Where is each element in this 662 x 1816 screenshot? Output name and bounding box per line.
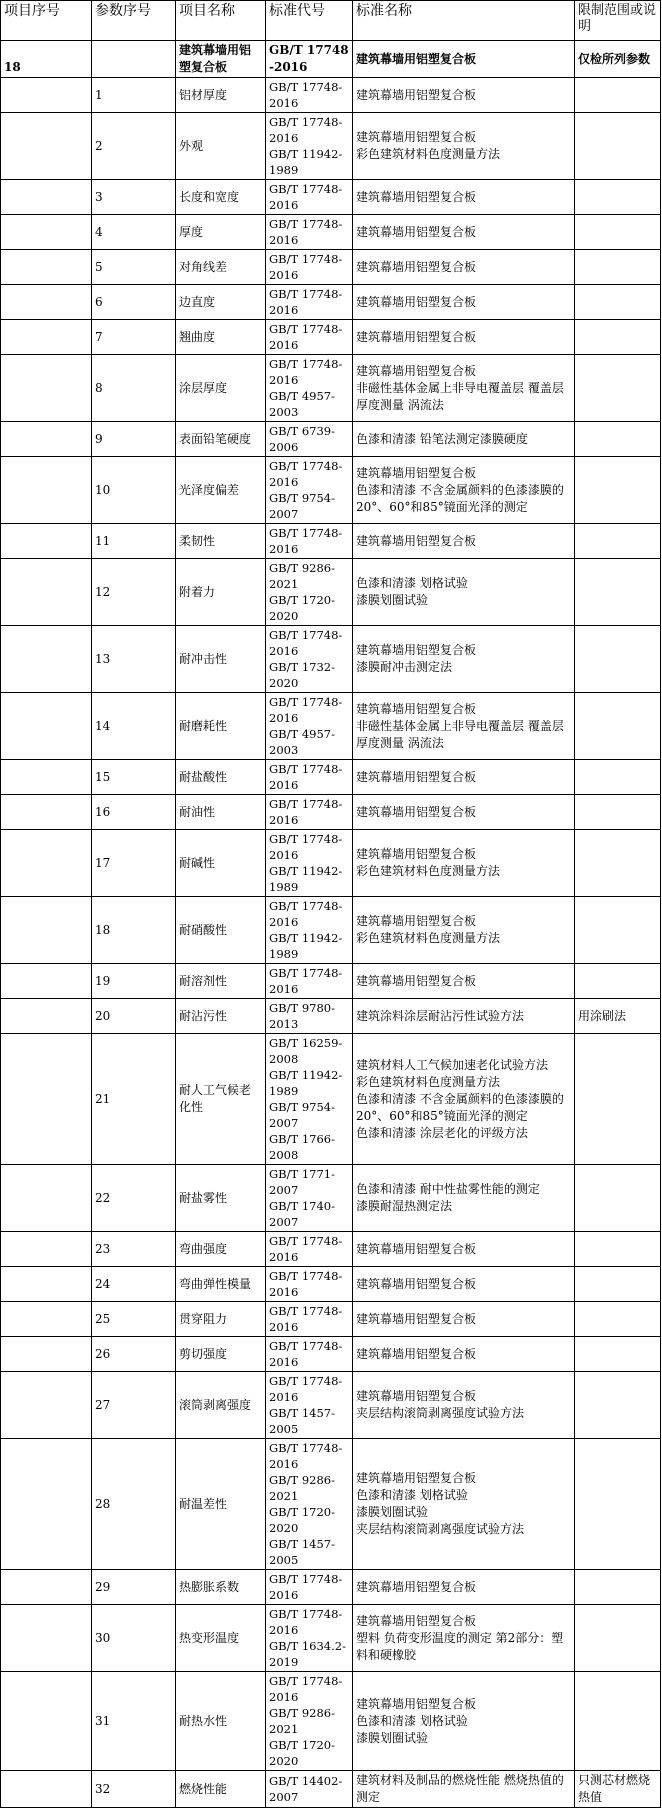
- cell-param-no: 4: [92, 215, 176, 250]
- table-header-row: [1, 1, 661, 41]
- cell-limit: [575, 760, 661, 795]
- cell-project-no: [1, 795, 92, 830]
- cell-limit: [575, 964, 661, 999]
- cell-param-no: 19: [92, 964, 176, 999]
- cell-item-name: 翘曲度: [176, 320, 266, 355]
- cell-item-name: 耐溶剂性: [176, 964, 266, 999]
- cell-project-no: [1, 422, 92, 457]
- cell-limit: [575, 113, 661, 180]
- cell-param-no: 9: [92, 422, 176, 457]
- cell-std-code: GB/T 14402- 2007: [266, 1771, 353, 1808]
- cell-limit: [575, 215, 661, 250]
- cell-std-name: 建筑幕墙用铝塑复合板 色漆和清漆 划格试验 漆膜划圈试验 夹层结构滚筒剥离强度试验方法: [353, 1439, 575, 1570]
- cell-param-no: 1: [92, 78, 176, 113]
- cell-limit: [575, 897, 661, 964]
- cell-std-code: GB/T 17748- 2016: [266, 78, 353, 113]
- cell-item-name: 热膨胀系数: [176, 1570, 266, 1605]
- cell-std-code: GB/T 17748- 2016: [266, 964, 353, 999]
- cell-std-code: GB/T 17748- 2016 GB/T 11942- 1989: [266, 897, 353, 964]
- cell-item-name: 光泽度偏差: [176, 457, 266, 524]
- cell-limit: [575, 285, 661, 320]
- cell-limit: [575, 1372, 661, 1439]
- cell-std-code: GB/T 17748- 2016: [266, 1302, 353, 1337]
- cell-std-name: 色漆和清漆 铅笔法测定漆膜硬度: [353, 422, 575, 457]
- cell-item-name: 柔韧性: [176, 524, 266, 559]
- table-row: [1, 113, 661, 180]
- table-row: [1, 897, 661, 964]
- cell-param-no: 28: [92, 1439, 176, 1570]
- table-row: [1, 320, 661, 355]
- cell-std-name: 色漆和清漆 耐中性盐雾性能的测定 漆膜耐湿热测定法: [353, 1165, 575, 1232]
- cell-std-code: GB/T 17748- 2016 GB/T 1732- 2020: [266, 626, 353, 693]
- cell-param-no: 30: [92, 1605, 176, 1672]
- table-row: [1, 250, 661, 285]
- cell-limit: [575, 422, 661, 457]
- cell-std-code: GB/T 17748- 2016 GB/T 4957- 2003: [266, 355, 353, 422]
- table-row: [1, 285, 661, 320]
- cell-param-no: 11: [92, 524, 176, 559]
- header-std-code: 标准代号: [266, 1, 353, 41]
- cell-std-code: GB/T 17748- 2016: [266, 215, 353, 250]
- cell-project-no: [1, 693, 92, 760]
- cell-limit: [575, 1302, 661, 1337]
- cell-item-name: 贯穿阻力: [176, 1302, 266, 1337]
- cell-project-no: [1, 559, 92, 626]
- cell-limit: [575, 1267, 661, 1302]
- cell-item-name: 热变形温度: [176, 1605, 266, 1672]
- cell-std-code: GB/T 17748- 2016 GB/T 1634.2- 2019: [266, 1605, 353, 1672]
- cell-std-name: 建筑涂料涂层耐沾污性试验方法: [353, 999, 575, 1034]
- table-row: [1, 1302, 661, 1337]
- group-row: [1, 41, 661, 78]
- cell-std-code: GB/T 9286- 2021 GB/T 1720- 2020: [266, 559, 353, 626]
- cell-std-name: 建筑幕墙用铝塑复合板: [353, 180, 575, 215]
- header-project-no: 项目序号: [1, 1, 92, 41]
- cell-item-name: 剪切强度: [176, 1337, 266, 1372]
- header-limit: 限制范围或说明: [575, 1, 661, 41]
- cell-param-no: 14: [92, 693, 176, 760]
- cell-item-name: 耐温差性: [176, 1439, 266, 1570]
- cell-limit: [575, 1034, 661, 1165]
- cell-param-no: 26: [92, 1337, 176, 1372]
- cell-std-name: 建筑幕墙用铝塑复合板: [353, 250, 575, 285]
- table-row: [1, 1605, 661, 1672]
- cell-limit: 用涂刷法: [575, 999, 661, 1034]
- cell-std-code: GB/T 16259- 2008 GB/T 11942- 1989 GB/T 9754- 2007 GB/T 1766- 2008: [266, 1034, 353, 1165]
- cell-std-name: 建筑幕墙用铝塑复合板 色漆和清漆 不含金属颜料的色漆漆膜的20°、60°和85°镜面光泽的测定: [353, 457, 575, 524]
- cell-param-no: 12: [92, 559, 176, 626]
- cell-item-name: 耐盐酸性: [176, 760, 266, 795]
- cell-param-no: 24: [92, 1267, 176, 1302]
- table-row: [1, 1232, 661, 1267]
- table-row: [1, 795, 661, 830]
- table-row: [1, 559, 661, 626]
- cell-item-name: 燃烧性能: [176, 1771, 266, 1808]
- cell-std-code: GB/T 17748- 2016 GB/T 9754- 2007: [266, 457, 353, 524]
- cell-std-name: 建筑幕墙用铝塑复合板 夹层结构滚筒剥离强度试验方法: [353, 1372, 575, 1439]
- cell-std-code: GB/T 9780- 2013: [266, 999, 353, 1034]
- cell-std-name: 建筑幕墙用铝塑复合板 彩色建筑材料色度测量方法: [353, 830, 575, 897]
- cell-std-name: 建筑幕墙用铝塑复合板 色漆和清漆 划格试验 漆膜划圈试验: [353, 1672, 575, 1771]
- cell-limit: [575, 830, 661, 897]
- cell-project-no: [1, 1570, 92, 1605]
- cell-item-name: 耐人工气候老化性: [176, 1034, 266, 1165]
- cell-project-no: [1, 250, 92, 285]
- cell-item-name: 耐沾污性: [176, 999, 266, 1034]
- header-item-name: 项目名称: [176, 1, 266, 41]
- table-row: [1, 1034, 661, 1165]
- table-row: [1, 830, 661, 897]
- cell-item-name: 对角线差: [176, 250, 266, 285]
- table-row: [1, 1372, 661, 1439]
- cell-std-name: 建筑幕墙用铝塑复合板: [353, 1337, 575, 1372]
- cell-std-code: GB/T 17748- 2016: [266, 1232, 353, 1267]
- cell-limit: [575, 626, 661, 693]
- cell-std-name: 建筑材料及制品的燃烧性能 燃烧热值的测定: [353, 1771, 575, 1808]
- cell-project-no: [1, 1232, 92, 1267]
- cell-std-code: GB/T 6739- 2006: [266, 422, 353, 457]
- table-row: [1, 355, 661, 422]
- cell-std-name: 建筑幕墙用铝塑复合板: [353, 524, 575, 559]
- cell-project-no: [1, 320, 92, 355]
- table-row: [1, 760, 661, 795]
- table-row: [1, 1771, 661, 1808]
- cell-std-code: GB/T 17748- 2016: [266, 1267, 353, 1302]
- table-row: [1, 999, 661, 1034]
- cell-project-no: [1, 1034, 92, 1165]
- table-row: [1, 180, 661, 215]
- cell-project-no: [1, 1672, 92, 1771]
- table-row: [1, 457, 661, 524]
- cell-item-name: 耐油性: [176, 795, 266, 830]
- cell-param-no: 3: [92, 180, 176, 215]
- cell-item-name: 边直度: [176, 285, 266, 320]
- cell-std-code: GB/T 17748- 2016 GB/T 11942- 1989: [266, 830, 353, 897]
- cell-limit: [575, 693, 661, 760]
- cell-limit: [575, 1570, 661, 1605]
- cell-param-no: 32: [92, 1771, 176, 1808]
- cell-item-name: 弯曲强度: [176, 1232, 266, 1267]
- cell-param-no: 25: [92, 1302, 176, 1337]
- cell-std-name: 建筑幕墙用铝塑复合板 非磁性基体金属上非导电覆盖层 覆盖层厚度测量 涡流法: [353, 355, 575, 422]
- table-row: [1, 1439, 661, 1570]
- cell-item-name: 耐热水性: [176, 1672, 266, 1771]
- header-std-name: 标准名称: [353, 1, 575, 41]
- cell-std-name: 建筑幕墙用铝塑复合板: [353, 1302, 575, 1337]
- cell-project-no: [1, 1439, 92, 1570]
- cell-limit: [575, 457, 661, 524]
- cell-limit: [575, 559, 661, 626]
- cell-project-no: [1, 1605, 92, 1672]
- cell-item-name: 耐盐雾性: [176, 1165, 266, 1232]
- cell-item-name: 弯曲弹性模量: [176, 1267, 266, 1302]
- cell-item-name: 耐磨耗性: [176, 693, 266, 760]
- cell-param-no: 8: [92, 355, 176, 422]
- cell-param-no: 7: [92, 320, 176, 355]
- group-project-no: 18: [1, 41, 92, 78]
- cell-project-no: [1, 999, 92, 1034]
- group-std-name: 建筑幕墙用铝塑复合板: [353, 41, 575, 78]
- cell-project-no: [1, 215, 92, 250]
- table-row: [1, 1165, 661, 1232]
- cell-param-no: 10: [92, 457, 176, 524]
- cell-limit: [575, 1232, 661, 1267]
- cell-limit: [575, 1165, 661, 1232]
- cell-limit: [575, 795, 661, 830]
- cell-param-no: 21: [92, 1034, 176, 1165]
- cell-limit: [575, 78, 661, 113]
- cell-limit: 只测芯材燃烧热值: [575, 1771, 661, 1808]
- cell-project-no: [1, 897, 92, 964]
- cell-std-name: 建筑幕墙用铝塑复合板 非磁性基体金属上非导电覆盖层 覆盖层厚度测量 涡流法: [353, 693, 575, 760]
- cell-project-no: [1, 1267, 92, 1302]
- cell-param-no: 17: [92, 830, 176, 897]
- cell-limit: [575, 1337, 661, 1372]
- cell-item-name: 表面铅笔硬度: [176, 422, 266, 457]
- cell-param-no: 15: [92, 760, 176, 795]
- cell-std-code: GB/T 17748- 2016 GB/T 4957- 2003: [266, 693, 353, 760]
- cell-project-no: [1, 760, 92, 795]
- cell-project-no: [1, 626, 92, 693]
- cell-item-name: 外观: [176, 113, 266, 180]
- cell-std-name: 色漆和清漆 划格试验 漆膜划圈试验: [353, 559, 575, 626]
- cell-std-code: GB/T 17748- 2016 GB/T 11942- 1989: [266, 113, 353, 180]
- cell-std-code: GB/T 17748- 2016 GB/T 1457- 2005: [266, 1372, 353, 1439]
- group-limit: 仅检所列参数: [575, 41, 661, 78]
- cell-limit: [575, 1605, 661, 1672]
- cell-project-no: [1, 180, 92, 215]
- cell-std-name: 建筑幕墙用铝塑复合板: [353, 964, 575, 999]
- cell-project-no: [1, 1165, 92, 1232]
- cell-std-name: 建筑幕墙用铝塑复合板: [353, 215, 575, 250]
- cell-item-name: 耐冲击性: [176, 626, 266, 693]
- cell-std-code: GB/T 17748- 2016: [266, 285, 353, 320]
- cell-param-no: 18: [92, 897, 176, 964]
- cell-project-no: [1, 285, 92, 320]
- cell-param-no: 23: [92, 1232, 176, 1267]
- cell-std-code: GB/T 17748- 2016: [266, 320, 353, 355]
- table-row: [1, 524, 661, 559]
- cell-project-no: [1, 524, 92, 559]
- cell-item-name: 耐碱性: [176, 830, 266, 897]
- cell-item-name: 厚度: [176, 215, 266, 250]
- cell-std-name: 建筑幕墙用铝塑复合板 彩色建筑材料色度测量方法: [353, 897, 575, 964]
- cell-std-code: GB/T 17748- 2016: [266, 1337, 353, 1372]
- table-row: [1, 1337, 661, 1372]
- cell-limit: [575, 250, 661, 285]
- cell-std-code: GB/T 17748- 2016: [266, 524, 353, 559]
- table-row: [1, 1267, 661, 1302]
- cell-project-no: [1, 1771, 92, 1808]
- table-row: [1, 693, 661, 760]
- cell-project-no: [1, 78, 92, 113]
- cell-std-code: GB/T 17748- 2016: [266, 1570, 353, 1605]
- cell-item-name: 滚筒剥离强度: [176, 1372, 266, 1439]
- table-row: [1, 78, 661, 113]
- table-row: [1, 1672, 661, 1771]
- group-item-name: 建筑幕墙用铝塑复合板: [176, 41, 266, 78]
- cell-std-code: GB/T 17748- 2016: [266, 795, 353, 830]
- cell-std-code: GB/T 17748- 2016 GB/T 9286- 2021 GB/T 1720- 2020: [266, 1672, 353, 1771]
- cell-param-no: 5: [92, 250, 176, 285]
- cell-std-name: 建筑幕墙用铝塑复合板: [353, 1232, 575, 1267]
- cell-std-name: 建筑幕墙用铝塑复合板: [353, 795, 575, 830]
- cell-std-name: 建筑幕墙用铝塑复合板 漆膜耐冲击测定法: [353, 626, 575, 693]
- cell-param-no: 31: [92, 1672, 176, 1771]
- cell-project-no: [1, 113, 92, 180]
- group-std-code: GB/T 17748-2016: [266, 41, 353, 78]
- cell-param-no: 6: [92, 285, 176, 320]
- cell-item-name: 长度和宽度: [176, 180, 266, 215]
- cell-std-name: 建筑幕墙用铝塑复合板 彩色建筑材料色度测量方法: [353, 113, 575, 180]
- cell-std-name: 建筑幕墙用铝塑复合板: [353, 760, 575, 795]
- cell-std-name: 建筑幕墙用铝塑复合板: [353, 285, 575, 320]
- cell-param-no: 22: [92, 1165, 176, 1232]
- cell-std-name: 建筑幕墙用铝塑复合板 塑料 负荷变形温度的测定 第2部分：塑料和硬橡胶: [353, 1605, 575, 1672]
- cell-limit: [575, 1439, 661, 1570]
- cell-param-no: 27: [92, 1372, 176, 1439]
- cell-limit: [575, 1672, 661, 1771]
- cell-project-no: [1, 1337, 92, 1372]
- cell-param-no: 13: [92, 626, 176, 693]
- cell-project-no: [1, 457, 92, 524]
- cell-param-no: 2: [92, 113, 176, 180]
- cell-std-name: 建筑幕墙用铝塑复合板: [353, 320, 575, 355]
- cell-std-name: 建筑幕墙用铝塑复合板: [353, 78, 575, 113]
- header-param-no: 参数序号: [92, 1, 176, 41]
- cell-std-code: GB/T 17748- 2016: [266, 760, 353, 795]
- cell-limit: [575, 524, 661, 559]
- table-row: [1, 215, 661, 250]
- cell-std-code: GB/T 1771- 2007 GB/T 1740- 2007: [266, 1165, 353, 1232]
- cell-project-no: [1, 1372, 92, 1439]
- cell-item-name: 涂层厚度: [176, 355, 266, 422]
- cell-std-code: GB/T 17748- 2016: [266, 180, 353, 215]
- cell-std-code: GB/T 17748- 2016: [266, 250, 353, 285]
- cell-limit: [575, 355, 661, 422]
- table-row: [1, 422, 661, 457]
- cell-project-no: [1, 355, 92, 422]
- group-param-no: [92, 41, 176, 78]
- cell-project-no: [1, 830, 92, 897]
- cell-limit: [575, 320, 661, 355]
- cell-param-no: 16: [92, 795, 176, 830]
- cell-param-no: 20: [92, 999, 176, 1034]
- cell-item-name: 铝材厚度: [176, 78, 266, 113]
- table-row: [1, 964, 661, 999]
- cell-project-no: [1, 1302, 92, 1337]
- cell-item-name: 附着力: [176, 559, 266, 626]
- cell-std-code: GB/T 17748- 2016 GB/T 9286- 2021 GB/T 1720- 2020 GB/T 1457- 2005: [266, 1439, 353, 1570]
- table-row: [1, 1570, 661, 1605]
- cell-std-name: 建筑幕墙用铝塑复合板: [353, 1570, 575, 1605]
- cell-project-no: [1, 964, 92, 999]
- cell-item-name: 耐硝酸性: [176, 897, 266, 964]
- table-row: [1, 626, 661, 693]
- cell-std-name: 建筑幕墙用铝塑复合板: [353, 1267, 575, 1302]
- cell-std-name: 建筑材料人工气候加速老化试验方法 彩色建筑材料色度测量方法 色漆和清漆 不含金属颜料的色漆漆膜的20°、60°和85°镜面光泽的测定 色漆和清漆 涂层老化的评级方法: [353, 1034, 575, 1165]
- cell-param-no: 29: [92, 1570, 176, 1605]
- cell-limit: [575, 180, 661, 215]
